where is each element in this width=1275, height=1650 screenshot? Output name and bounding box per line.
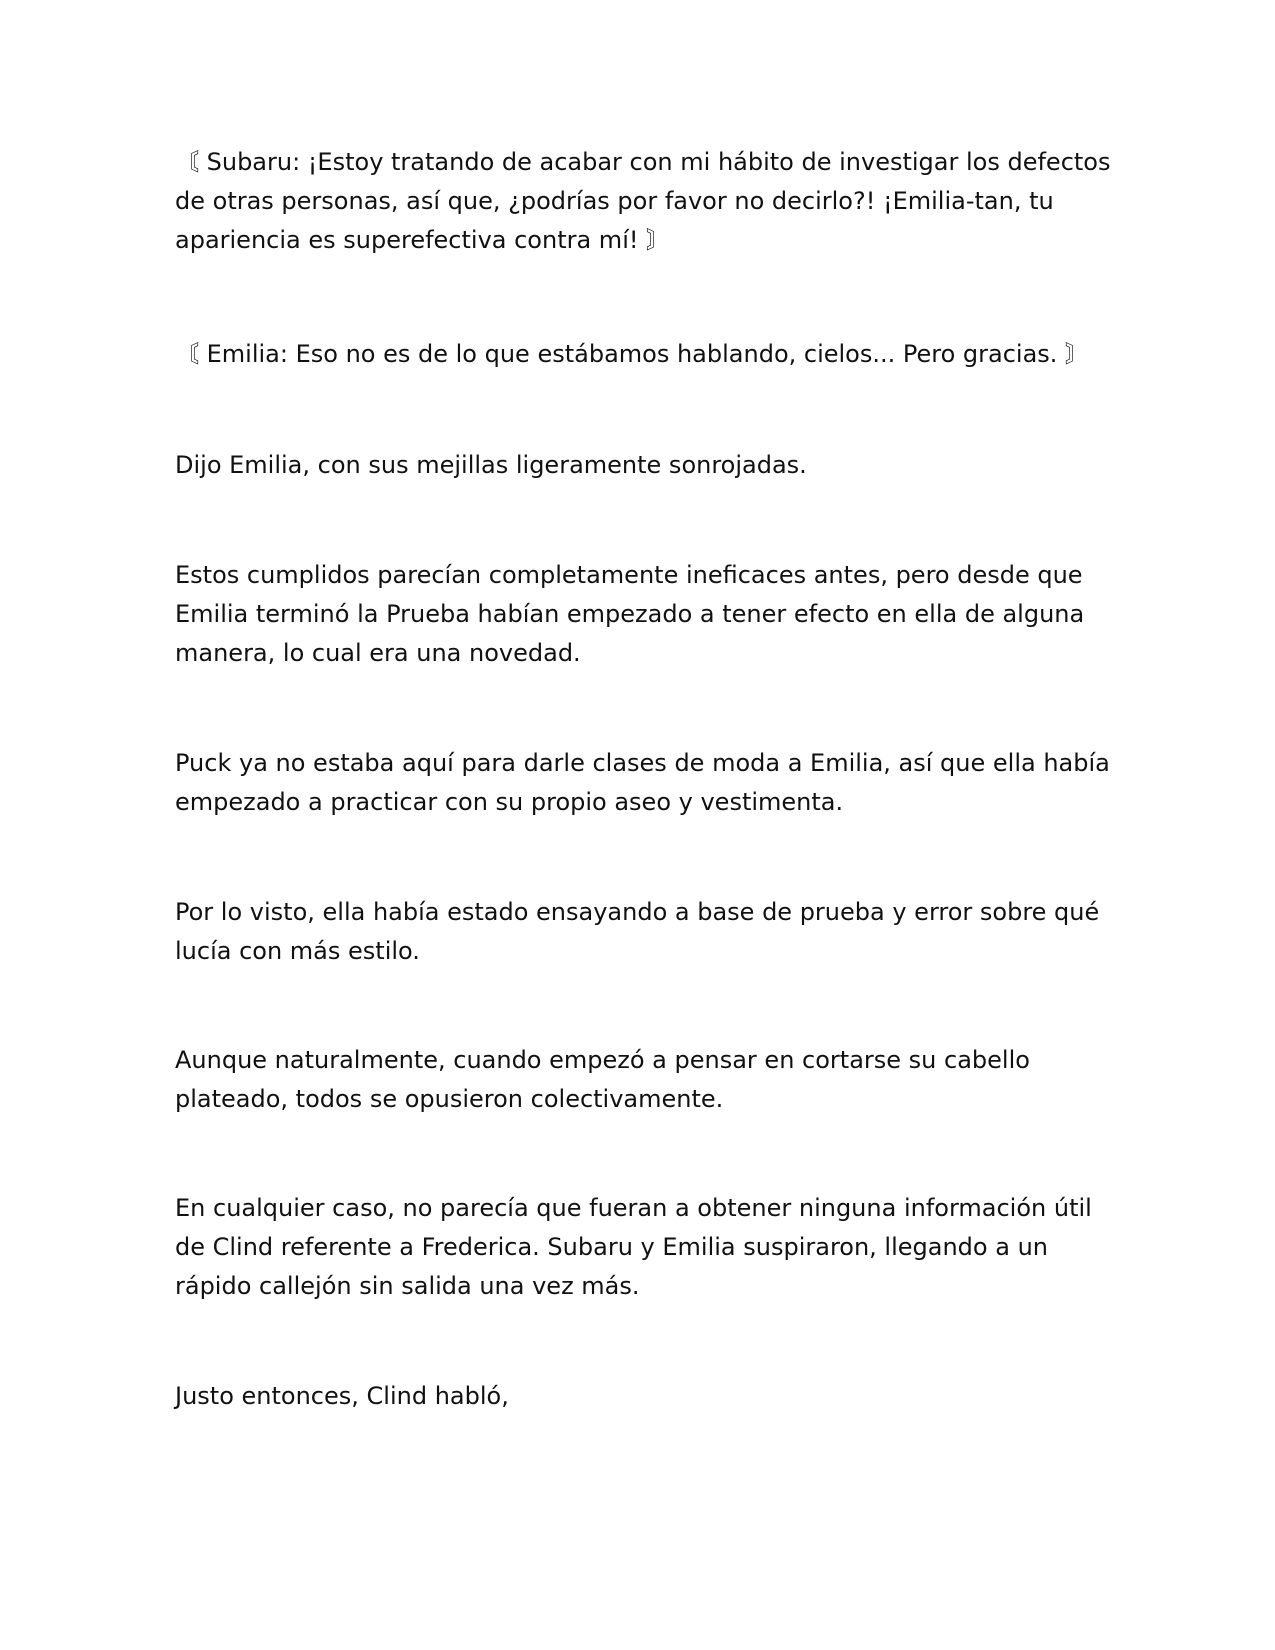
text-line: manera, lo cual era una novedad. [175,639,581,667]
paragraph-subaru-dialogue [175,143,1111,260]
text-line: lucía con más estilo. [175,937,420,965]
paragraph-emilia-dialogue [175,335,1095,374]
text-line: de Clind referente a Frederica. Subaru y Emilia suspiraron, llegando a un [175,1233,1048,1261]
text-line: apariencia es superefectiva contra mí! 〙 [175,226,671,254]
text-line: Justo entonces, Clind habló, [175,1382,509,1410]
text-line: Estos cumplidos parecían completamente ineficaces antes, pero desde que [175,561,1083,589]
paragraph-narration [175,1041,1095,1119]
paragraph-narration [175,1189,1095,1306]
text-line: Por lo visto, ella había estado ensayando a base de prueba y error sobre qué [175,898,1100,926]
text-line: Puck ya no estaba aquí para darle clases de moda a Emilia, así que ella había [175,749,1110,777]
text-line: Emilia terminó la Prueba habían empezado a tener efecto en ella de alguna [175,600,1085,628]
paragraph-narration [175,556,1095,673]
text-line: 〘 Subaru: ¡Estoy tratando de acabar con mi hábito de investigar los defectos [175,148,1111,176]
text-line: empezado a practicar con su propio aseo y vestimenta. [175,788,844,816]
paragraph-narration [175,893,1100,971]
text-line: rápido callejón sin salida una vez más. [175,1272,640,1300]
text-line: Dijo Emilia, con sus mejillas ligeramente sonrojadas. [175,451,807,479]
text-line: plateado, todos se opusieron colectivamente. [175,1085,724,1113]
paragraph-narration [175,1377,1095,1416]
text-line: Aunque naturalmente, cuando empezó a pensar en cortarse su cabello [175,1046,1030,1074]
paragraph-narration [175,744,1110,822]
text-line: 〘 Emilia: Eso no es de lo que estábamos hablando, cielos... Pero gracias. 〙 [175,340,1090,368]
text-line: En cualquier caso, no parecía que fueran a obtener ninguna información útil [175,1194,1092,1222]
text-line: de otras personas, así que, ¿podrías por favor no decirlo?! ¡Emilia-tan, tu [175,187,1054,215]
paragraph-narration [175,446,1095,485]
